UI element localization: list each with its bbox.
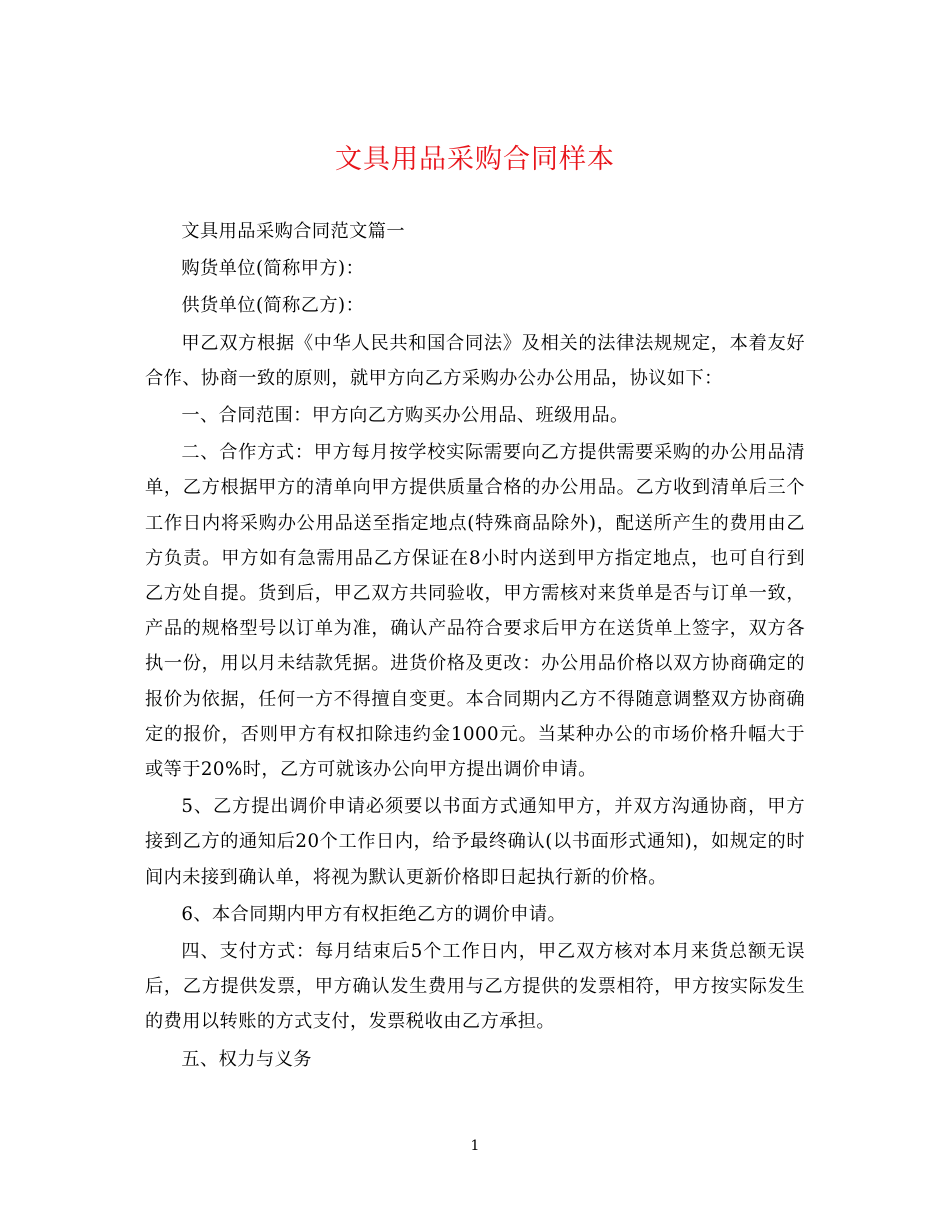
paragraph-buyer: 购货单位(简称甲方)： (181, 258, 365, 280)
page-number: 1 (470, 1138, 480, 1154)
paragraph-rights-obligations: 五、权力与义务 (181, 1048, 312, 1070)
paragraph-payment-method: 四、支付方式：每月结束后5个工作日内，甲乙双方核对本月来货总额无误后，乙方提供发票，甲方确认发生费用与乙方提供的发票相符，甲方按实际发生的费用以转账的方式支付，发票税收由乙方承担。 (145, 941, 805, 1033)
paragraph-price-adjustment: 5、乙方提出调价申请必须要以书面方式通知甲方，并双方沟通协商，甲方接到乙方的通知后20个工作日内，给予最终确认(以书面形式通知)，如规定的时间内未接到确认单，将视为默认更新价格即日起执行新的价格。 (145, 796, 805, 888)
paragraph-refuse-adjustment: 6、本合同期内甲方有权拒绝乙方的调价申请。 (181, 903, 567, 925)
paragraph-cooperation-method: 二、合作方式：甲方每月按学校实际需要向乙方提供需要采购的办公用品清单，乙方根据甲方的清单向甲方提供质量合格的办公用品。乙方收到清单后三个工作日内将采购办公用品送至指定地点(特殊商品除外)，配送所产生的费用由乙方负责。甲方如有急需用品乙方保证在8小时内送到甲方指定地点，也可自行到乙方处自提。货到后，甲乙双方共同验收，甲方需核对来货单是否与订单一致，产品的规格型号以订单为准，确认产品符合要求后甲方在送货单上签字，双方各执一份，用以月未结款凭据。进货价格及更改：办公用品价格以双方协商确定的报价为依据，任何一方不得擅自变更。本合同期内乙方不得随意调整双方协商确定的报价，否则甲方有权扣除违约金1000元。当某种办公的市场价格升幅大于或等于20%时，乙方可就该办公向甲方提出调价申请。 (145, 442, 805, 781)
paragraph-supplier: 供货单位(简称乙方)： (181, 295, 365, 317)
paragraph-heading-sample-one: 文具用品采购合同范文篇一 (181, 221, 406, 242)
paragraph-contract-scope: 一、合同范围：甲方向乙方购买办公用品、班级用品。 (181, 405, 629, 427)
document-body (145, 214, 805, 1079)
document-title: 文具用品采购合同样本 (335, 144, 615, 175)
paragraph-preamble: 甲乙双方根据《中华人民共和国合同法》及相关的法律法规规定，本着友好合作、协商一致的原则，就甲方向乙方采购办公办公用品，协议如下： (145, 332, 805, 389)
